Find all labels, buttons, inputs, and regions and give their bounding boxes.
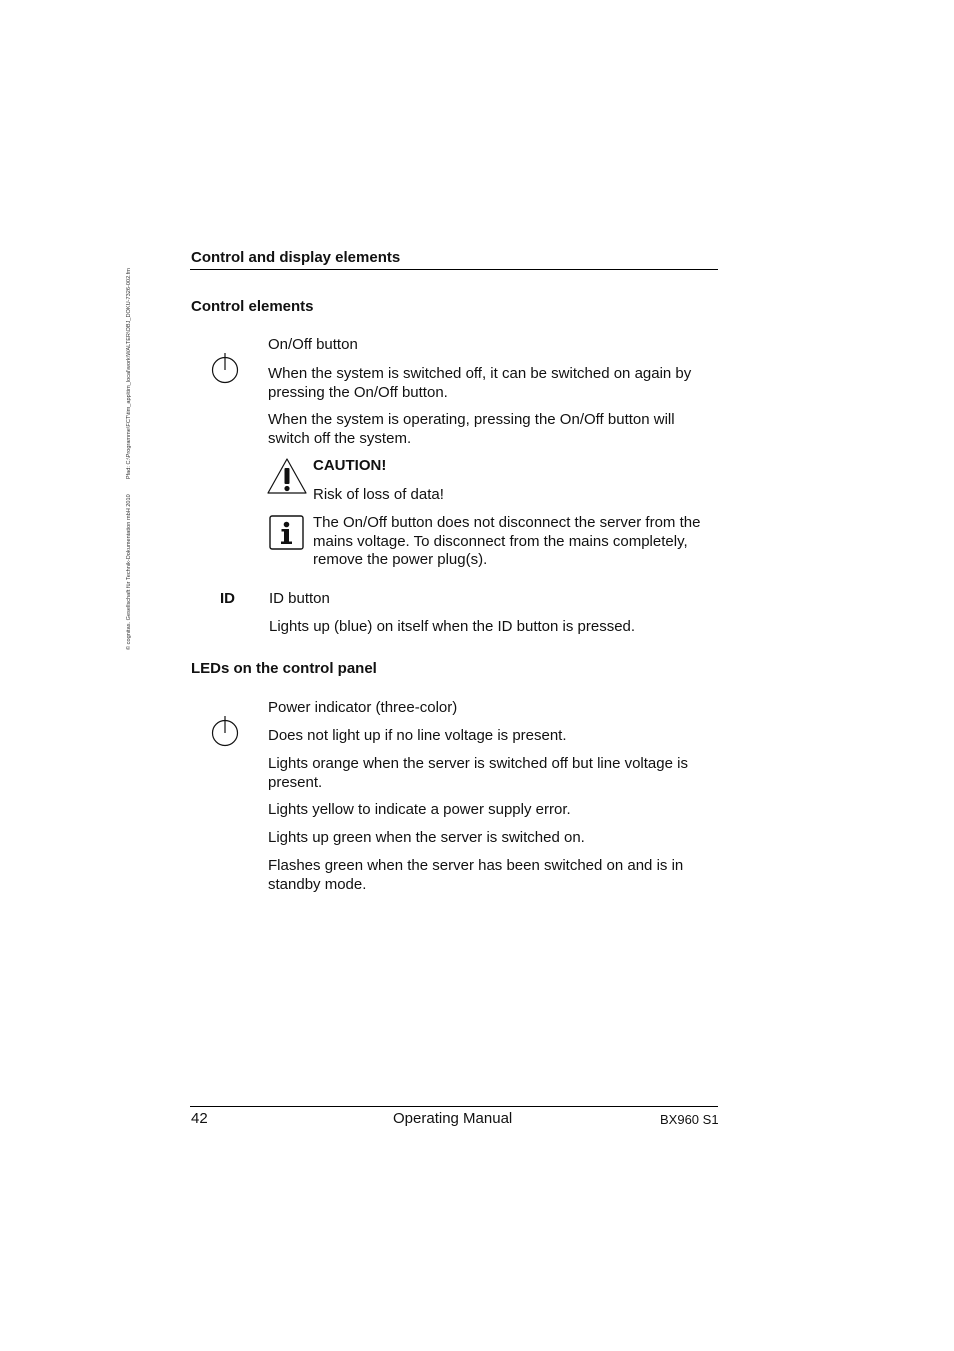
running-header-title: Control and display elements <box>191 249 401 266</box>
caution-text: Risk of loss of data! <box>313 486 444 503</box>
onoff-button-label: On/Off button <box>268 336 358 353</box>
power-indicator-item: Lights up green when the server is switched on. <box>268 829 585 846</box>
section-title-control-elements: Control elements <box>191 298 314 315</box>
header-rule <box>190 269 718 270</box>
warning-triangle-icon <box>266 457 308 495</box>
id-symbol: ID <box>220 590 235 607</box>
footer-rule <box>190 1106 718 1107</box>
id-button-description: Lights up (blue) on itself when the ID button is pressed. <box>269 618 636 635</box>
power-indicator-icon <box>210 715 240 747</box>
document-title: Operating Manual <box>393 1110 513 1127</box>
side-margin-note <box>126 268 132 650</box>
power-indicator-label: Power indicator (three-color) <box>268 699 458 716</box>
model-name: BX960 S1 <box>660 1112 719 1127</box>
info-text: The On/Off button does not disconnect the server from the mains voltage. To disconnect from the mains completely, remove the power plug(s). <box>313 514 701 568</box>
onoff-description-1: When the system is switched off, it can be switched on again by pressing the On/Off button. <box>268 365 692 401</box>
page-number: 42 <box>191 1110 208 1127</box>
power-icon <box>210 352 240 384</box>
power-indicator-item: Does not light up if no line voltage is present. <box>268 727 567 744</box>
id-button-label: ID button <box>269 590 330 607</box>
onoff-description-2: When the system is operating, pressing the On/Off button will switch off the system. <box>268 411 675 447</box>
caution-title: CAUTION! <box>313 457 387 474</box>
info-icon <box>269 515 305 551</box>
power-indicator-item: Flashes green when the server has been switched on and is in standby mode. <box>268 857 684 893</box>
power-indicator-item: Lights yellow to indicate a power supply error. <box>268 801 571 818</box>
copyright-note: © cognitas. Gesellschaft für Technik-Dokumentation mbH 2010 <box>126 494 132 650</box>
section-title-leds: LEDs on the control panel <box>191 660 377 677</box>
power-indicator-item: Lights orange when the server is switched off but line voltage is present. <box>268 755 688 791</box>
file-path-note: Pfad: C:\Programme\FCT\tim_app\tim_local\work\WALTER\OBJ_DOKU-7326-002.fm <box>126 268 132 480</box>
